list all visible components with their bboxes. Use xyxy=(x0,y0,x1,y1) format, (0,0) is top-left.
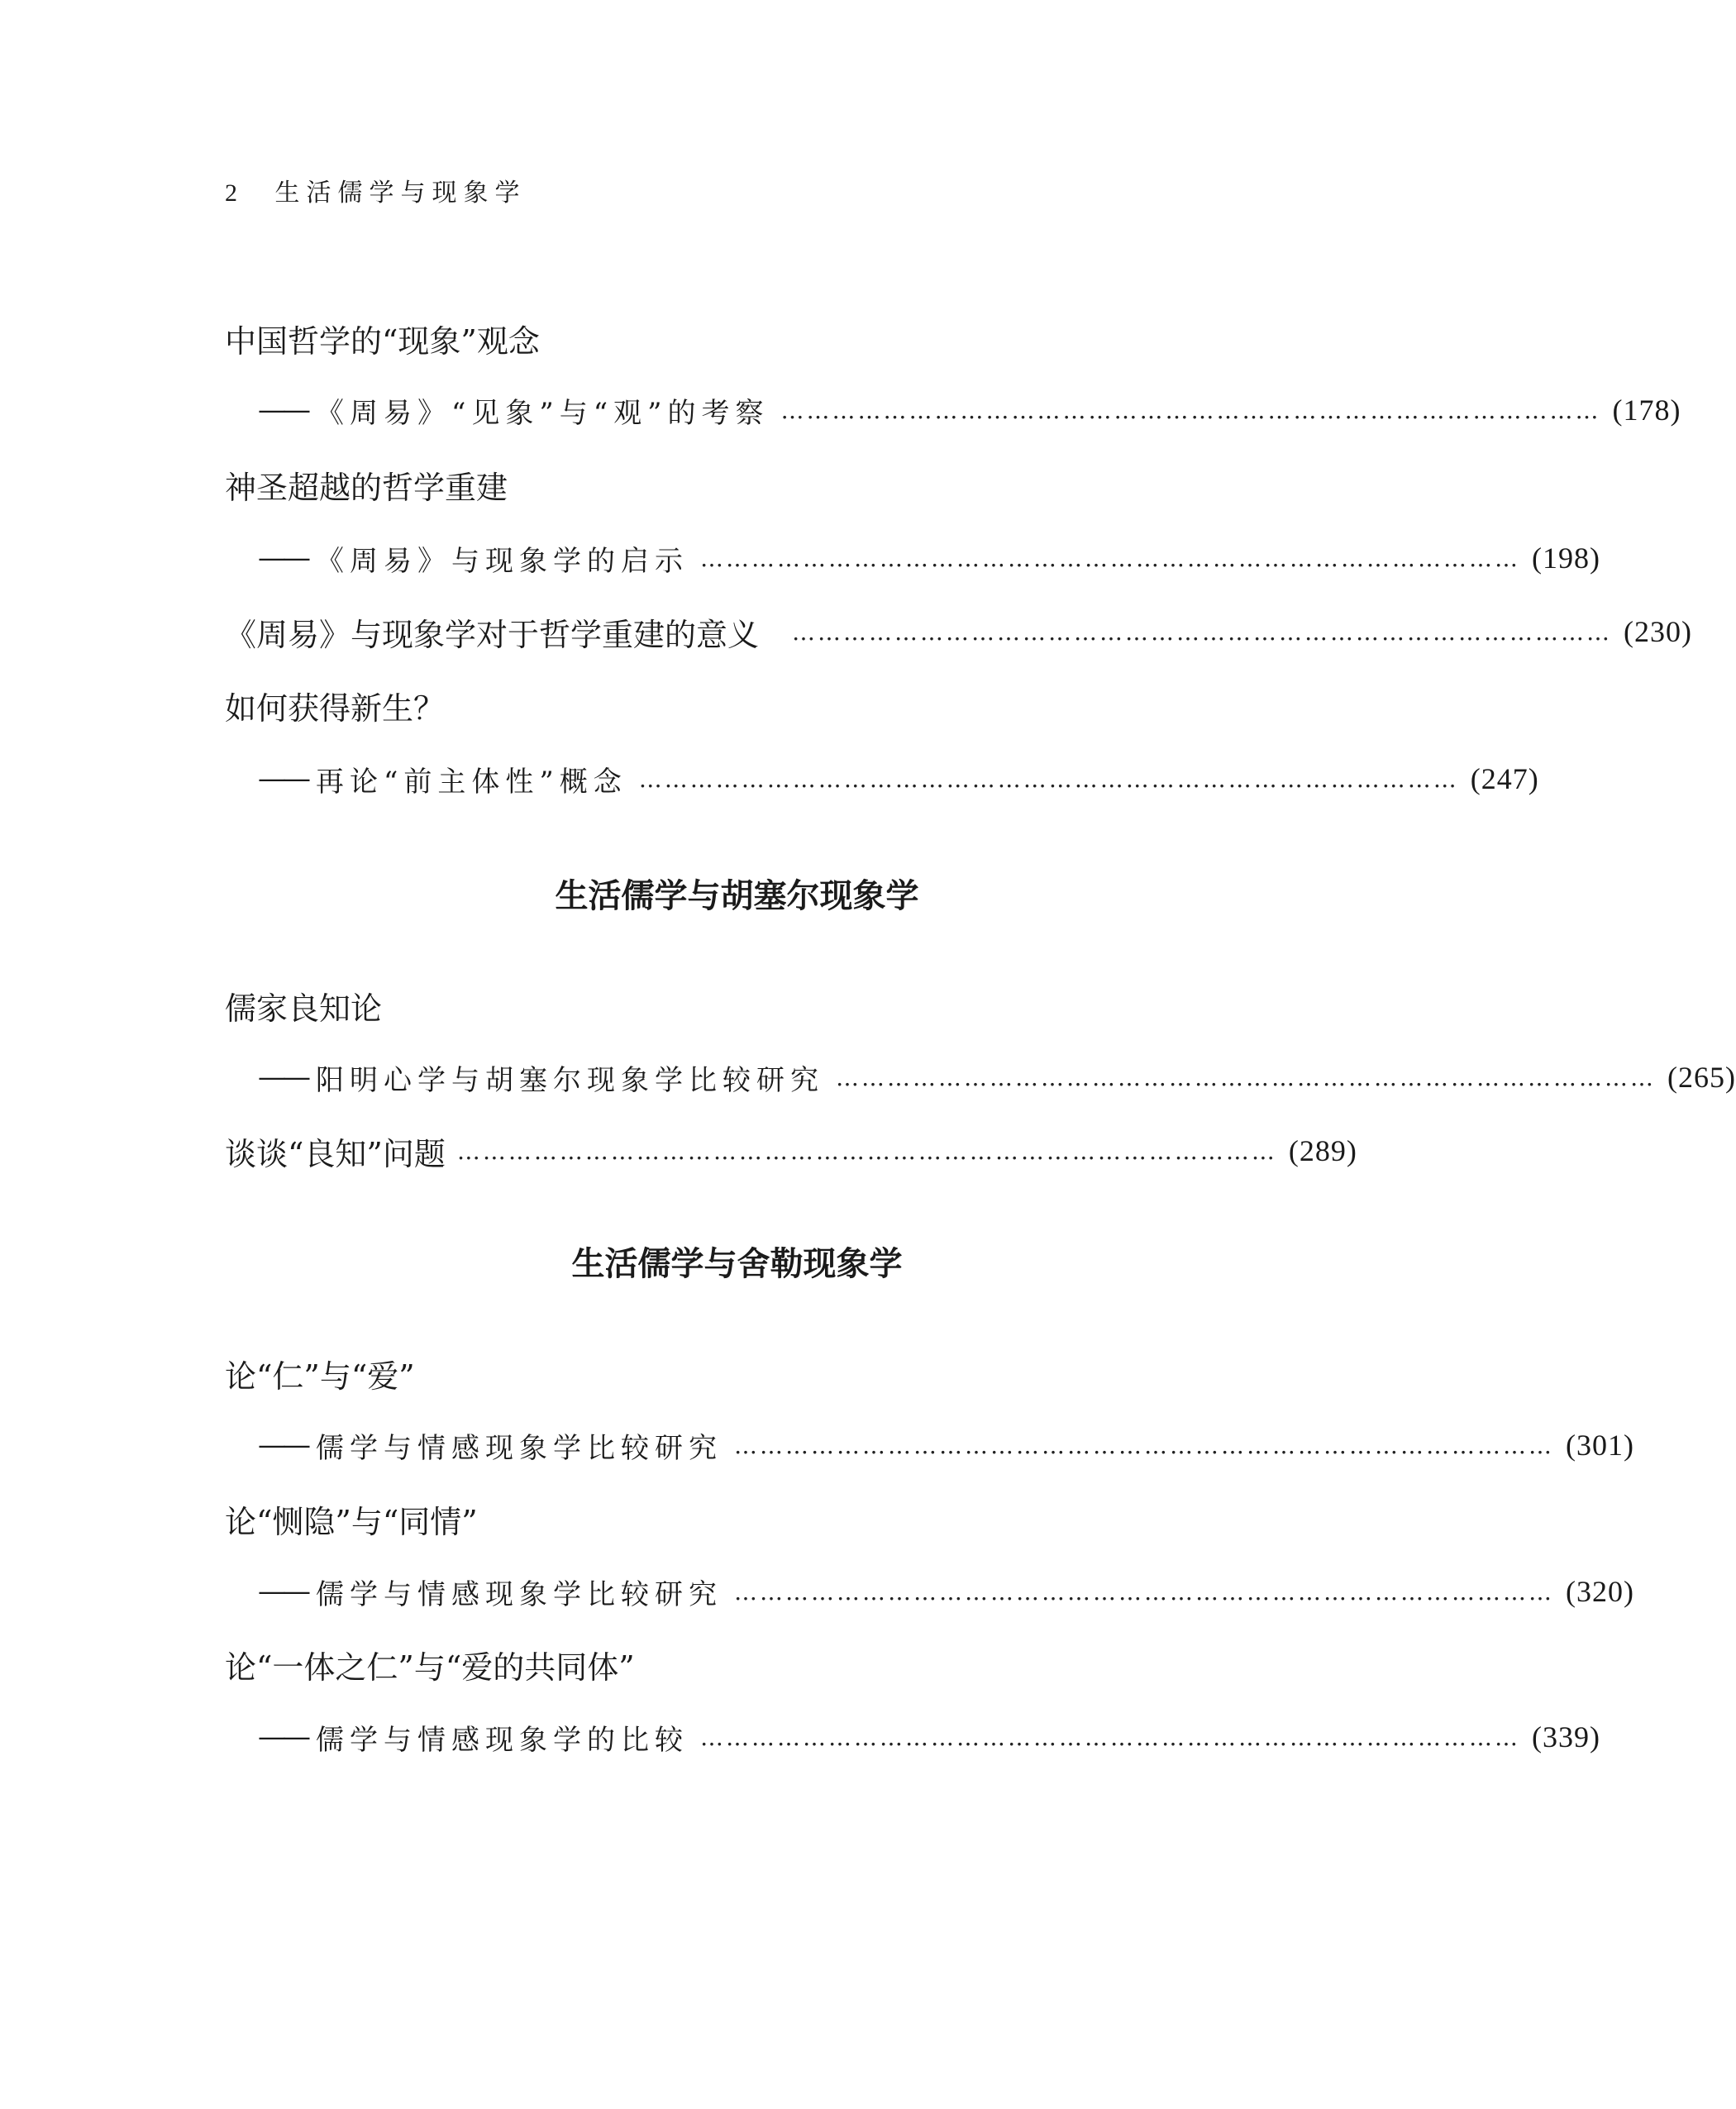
toc-entry-label: 如何获得新生？ xyxy=(225,689,446,727)
page-ref: (247) xyxy=(1470,762,1539,795)
toc-entry-subtitle-label: 《周易》“见象”与“观”的考察 xyxy=(316,396,770,430)
toc-entry-label: 儒家良知论 xyxy=(225,990,383,1027)
toc-entry-subtitle-label: 儒学与情感现象学的比较 xyxy=(316,1723,689,1757)
book-title: 生活儒学与现象学 xyxy=(274,179,527,208)
toc-entry-subtitle-label: 儒学与情感现象学比较研究 xyxy=(316,1431,723,1465)
dot-leader: …………………………………………………………………………………… xyxy=(734,1431,1554,1459)
toc-entry-subtitle[interactable] xyxy=(258,757,1539,800)
dot-leader: …………………………………………………………………………………… xyxy=(638,765,1459,793)
toc-entry-label: 论“仁”与“爱” xyxy=(225,1357,415,1395)
dot-leader: …………………………………………………………………………………… xyxy=(792,618,1613,646)
em-dash: —— xyxy=(258,1720,308,1754)
toc-entry-label: 《周易》与现象学对于哲学重建的意义 xyxy=(225,616,760,653)
toc-entry-label: 论“恻隐”与“同情” xyxy=(225,1503,478,1540)
toc-entry-title[interactable] xyxy=(225,684,1189,727)
toc-entry-label: 谈谈“良知”问题 xyxy=(225,1135,446,1172)
toc-entry-title[interactable] xyxy=(225,463,1189,506)
dot-leader: …………………………………………………………………………………… xyxy=(456,1137,1277,1165)
section-heading: 生活儒学与胡塞尔现象学 xyxy=(555,877,919,915)
dot-leader: …………………………………………………………………………………… xyxy=(700,1723,1520,1751)
em-dash: —— xyxy=(258,1429,308,1462)
dot-leader: …………………………………………………………………………………… xyxy=(836,1063,1656,1091)
em-dash: —— xyxy=(258,762,308,795)
toc-entry-subtitle[interactable] xyxy=(258,537,1600,580)
page-ref: (230) xyxy=(1624,615,1692,648)
toc-entry-title[interactable] xyxy=(225,1643,1189,1686)
page-ref: (320) xyxy=(1566,1575,1634,1608)
toc-entry-subtitle[interactable] xyxy=(258,1715,1600,1758)
running-header xyxy=(225,172,527,208)
page-ref: (198) xyxy=(1532,542,1600,575)
toc-entry-subtitle-label: 《周易》与现象学的启示 xyxy=(316,544,689,578)
toc-entry-subtitle[interactable] xyxy=(258,389,1681,432)
page-ref: (289) xyxy=(1288,1134,1357,1167)
em-dash: —— xyxy=(258,1061,308,1094)
toc-entry-title[interactable] xyxy=(225,1129,1357,1172)
toc-entry-title[interactable] xyxy=(225,610,1692,653)
toc-entry-subtitle-label: 阳明心学与胡塞尔现象学比较研究 xyxy=(316,1063,824,1097)
toc-entry-subtitle[interactable] xyxy=(258,1570,1634,1613)
toc-entry-title[interactable] xyxy=(225,1497,1189,1540)
toc-entry-label: 中国哲学的“现象”观念 xyxy=(225,322,540,360)
toc-entry-subtitle-label: 儒学与情感现象学比较研究 xyxy=(316,1577,723,1611)
toc-entry-subtitle-label: 再论“前主体性”概念 xyxy=(316,765,627,799)
toc-entry-subtitle[interactable] xyxy=(258,1424,1634,1467)
page-ref: (339) xyxy=(1532,1720,1600,1754)
page-ref: (301) xyxy=(1566,1429,1634,1462)
dot-leader: …………………………………………………………………………………… xyxy=(734,1577,1554,1606)
page-ref: (178) xyxy=(1612,394,1681,427)
toc-entry-label: 神圣超越的哲学重建 xyxy=(225,469,508,506)
toc-entry-title[interactable] xyxy=(225,1352,1189,1395)
page-number: 2 xyxy=(225,179,237,207)
toc-entry-label: 论“一体之仁”与“爱的共同体” xyxy=(225,1649,635,1686)
section-heading: 生活儒学与舍勒现象学 xyxy=(571,1245,903,1283)
em-dash: —— xyxy=(258,1575,308,1608)
em-dash: —— xyxy=(258,542,308,575)
toc-entry-subtitle[interactable] xyxy=(258,1056,1736,1099)
page-ref: (265) xyxy=(1667,1061,1736,1094)
toc-entry-title[interactable] xyxy=(225,984,1189,1027)
em-dash: —— xyxy=(258,394,308,427)
dot-leader: …………………………………………………………………………………… xyxy=(780,396,1601,424)
toc-entry-title[interactable] xyxy=(225,317,1189,360)
dot-leader: …………………………………………………………………………………… xyxy=(700,544,1520,572)
